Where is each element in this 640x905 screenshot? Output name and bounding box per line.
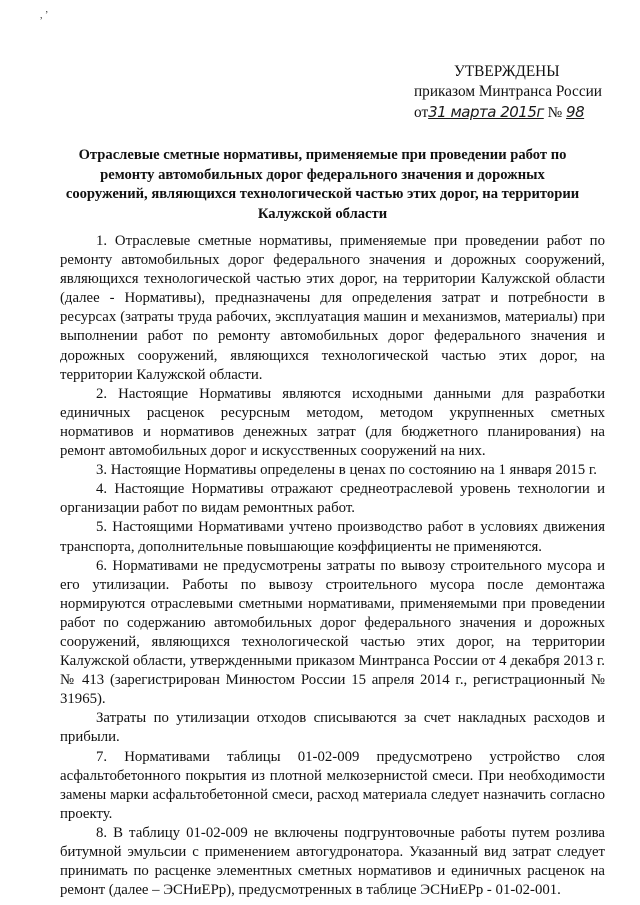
document-title: Отраслевые сметные нормативы, применяемые при проведении работ по ремонту автомобильных дорог федерального значения и дорожных сооружений, являющихся технологической частью этих дорог, на территории Калужской области (65, 147, 580, 222)
approval-heading: УТВЕРЖДЕНЫ (454, 63, 560, 80)
paragraph-3: 3. Настоящие Нормативы определены в ценах по состоянию на 1 января 2015 г. (96, 462, 597, 479)
paragraph-7: 7. Нормативами таблицы 01-02-009 предусмотрено устройство слоя асфальтобетонного покрытия из плотной мелкозернистой смеси. При необходимости замены марки асфальтобетонной смеси, расход материала следует назначить согласно проекту. (60, 748, 605, 822)
scan-marks: , ʼ (40, 10, 49, 21)
paragraph-6: 6. Нормативами не предусмотрены затраты по вывозу строительного мусора и его утилизации. Работы по вывозу строительного мусора после демонтажа нормируются отраслевыми сметными нормативами, применяемыми при проведении работ по содержанию автомобильных дорог федерального значения и дорожных сооружений, являющихся технологической частью этих дорог, на территории Калужской области, утвержденными приказом Минтранса России от 4 декабря 2013 г. № 413 (зарегистрирован Минюстом России 15 апреля 2014 г., регистрационный № 31965). (60, 557, 605, 708)
approval-block (400, 62, 610, 123)
paragraph-5: 5. Настоящими Нормативами учтено производство работ в условиях движения транспорта, дополнительные повышающие коэффициенты не применяются. (60, 519, 605, 555)
approval-date-line (400, 102, 610, 123)
paragraph-8: 8. В таблицу 01-02-009 не включены подгрунтовочные работы путем розлива битумной эмульсии с применением автогудронатора. Указанный вид затрат следует принимать по расценке элементных сметных нормативов и единичных расценок на ремонт (далее – ЭСНиЕРр), предусмотренных в таблице ЭСНиЕРр - 01-02-001. (60, 824, 605, 899)
number-prefix: № (547, 104, 563, 121)
approval-order: приказом Минтранса России (414, 83, 602, 100)
handwritten-number: 98 (566, 103, 585, 121)
paragraph-6-note: Затраты по утилизации отходов списываются за счет накладных расходов и прибыли. (60, 710, 605, 746)
handwritten-date: 31 марта 2015г (428, 103, 544, 121)
date-prefix: от (414, 104, 429, 121)
paragraph-2: 2. Настоящие Нормативы являются исходными данными для разработки единичных расценок ресурсным методом, методом укрупненных сметных нормативов и нормативов денежных затрат (для бюджетного планирования) на ремонт автомобильных дорог и искусственных сооружений на них. (60, 385, 605, 460)
paragraph-4: 4. Настоящие Нормативы отражают среднеотраслевой уровень технологии и организации работ по видам ремонтных работ. (60, 481, 605, 517)
paragraph-1: 1. Отраслевые сметные нормативы, применяемые при проведении работ по ремонту автомобильных дорог федерального значения и дорожных сооружений, являющихся технологической частью этих дорог, на территории Калужской области (далее - Нормативы), предназначены для определения затрат и потребности в ресурсах (затраты труда рабочих, эксплуатация машин и механизмов, материалы) при выполнении работ по ремонту автомобильных дорог федерального значения и дорожных сооружений, являющихся технологической частью этих дорог, на территории Калужской области. (60, 233, 605, 383)
document-body (60, 232, 605, 900)
